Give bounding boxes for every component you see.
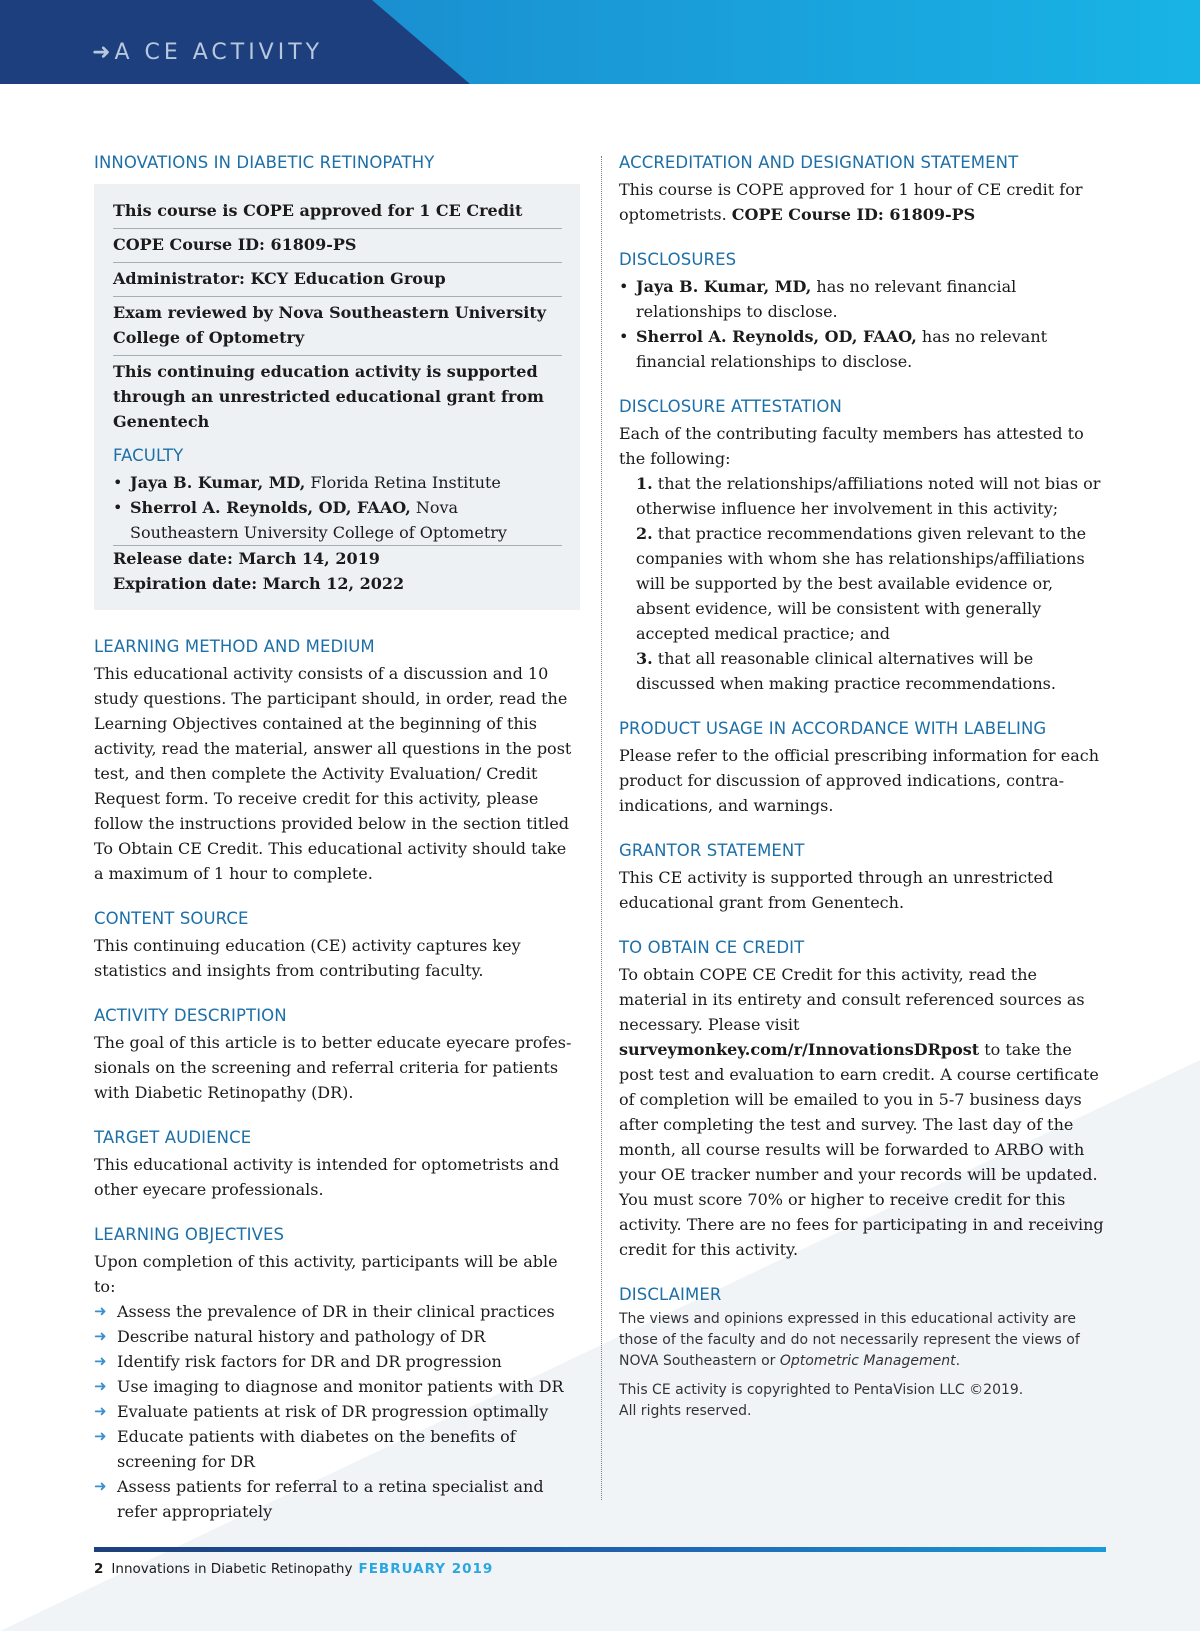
target-audience-section: [94, 1127, 580, 1202]
cope-course-id: COPE Course ID: 61809-PS: [113, 229, 562, 263]
expiration-date: Expiration date: March 12, 2022: [113, 574, 405, 593]
section-heading: DISCLAIMER: [619, 1285, 722, 1304]
list-item: ➜ Identify risk factors for DR and DR progression: [94, 1349, 580, 1374]
course-title: INNOVATIONS IN DIABETIC RETINOPATHY: [94, 153, 435, 172]
list-item: ➜ Describe natural history and pathology of DR: [94, 1324, 580, 1349]
disclosures-list: [619, 274, 1109, 374]
disclosures-section: [619, 249, 1109, 374]
attestation-intro: Each of the contributing faculty members has attested to the following:: [619, 424, 1084, 468]
copyright-text: This CE activity is copyrighted to PentaVision LLC ©2019. All rights reserved.: [619, 1382, 1024, 1419]
disclaimer-text: The views and opinions expressed in this educational activity are those of the faculty and do not necessarily represent the views of NOVA Southeastern or Optometric Management.: [619, 1311, 1080, 1369]
list-item: ➜ Use imaging to diagnose and monitor patients with DR: [94, 1374, 580, 1399]
grant-support: This continuing education activity is supported through an unrestricted educational grant from Genentech: [113, 362, 544, 431]
attestation-list: [619, 471, 1109, 696]
faculty-list: [113, 470, 562, 546]
list-item: 3. that all reasonable clinical alternatives will be discussed when making practice recommendations.: [636, 649, 1056, 693]
administrator: Administrator: KCY Education Group: [113, 263, 562, 297]
arrow-bullet-icon: ➜: [94, 1352, 107, 1370]
objectives-intro: Upon completion of this activity, participants will be able to:: [94, 1252, 558, 1296]
list-item: ➜ Assess patients for referral to a retina specialist and refer appropriately: [94, 1474, 580, 1524]
section-text: This educational activity is intended for optometrists and other eyecare professionals.: [94, 1155, 560, 1199]
attestation-section: [619, 396, 1109, 696]
section-text: The goal of this article is to better educate eyecare profes-sionals on the screening and referral criteria for patients with Diabetic Retinopathy (DR).: [94, 1033, 572, 1102]
section-heading: ACTIVITY DESCRIPTION: [94, 1006, 287, 1025]
faculty-heading: FACULTY: [113, 446, 184, 465]
obtain-credit-section: [619, 937, 1109, 1262]
list-item: • Sherrol A. Reynolds, OD, FAAO, has no relevant financial relationships to disclose.: [619, 324, 1109, 374]
learning-method-section: [94, 636, 580, 886]
section-text: Please refer to the official prescribing information for each product for discussion of approved indications, contra-indications, and warnings.: [619, 746, 1100, 815]
product-usage-section: [619, 718, 1109, 818]
section-heading: ACCREDITATION AND DESIGNATION STATEMENT: [619, 153, 1019, 172]
arrow-bullet-icon: ➜: [94, 1302, 107, 1320]
section-heading: DISCLOSURE ATTESTATION: [619, 397, 842, 416]
section-text: To obtain COPE CE Credit for this activity, read the material in its entirety and consult referenced sources as necessary. Please visit surveymonkey.com/r/InnovationsDRpost to take the post test and evaluation to earn credit. A course certificate of completion will be emailed to you in 5-7 business days after completing the test and survey. The last day of the month, all course results will be forwarded to ARBO with your OE tracker number and your records will be updated. You must score 70% or higher to receive credit for this activity. There are no fees for participating in and receiving credit for this activity.: [619, 965, 1104, 1259]
section-heading: LEARNING OBJECTIVES: [94, 1225, 285, 1244]
activity-description-section: [94, 1005, 580, 1105]
faculty-item: • Jaya B. Kumar, MD, Florida Retina Institute: [113, 470, 562, 495]
section-heading: GRANTOR STATEMENT: [619, 841, 805, 860]
right-arrow-icon: ➜: [92, 40, 111, 65]
section-heading: PRODUCT USAGE IN ACCORDANCE WITH LABELING: [619, 719, 1047, 738]
arrow-bullet-icon: ➜: [94, 1427, 107, 1445]
bullet-icon: •: [113, 473, 123, 492]
learning-objectives-section: [94, 1224, 580, 1524]
column-divider: [601, 156, 602, 1500]
list-item: ➜ Educate patients with diabetes on the benefits of screening for DR: [94, 1424, 580, 1474]
faculty-item: • Sherrol A. Reynolds, OD, FAAO, Nova Southeastern University College of Optometry: [113, 495, 562, 545]
section-text: This CE activity is supported through an unrestricted educational grant from Genentech.: [619, 868, 1054, 912]
arrow-bullet-icon: ➜: [94, 1477, 107, 1495]
issue-date: FEBRUARY 2019: [358, 1561, 494, 1577]
survey-link[interactable]: surveymonkey.com/r/InnovationsDRpost: [619, 1040, 980, 1059]
list-item: 2. that practice recommendations given relevant to the companies with whom she has relationships/affiliations will be supported by the best available evidence or, absent evidence, will be consistent with generally accepted medical practice; and: [636, 524, 1087, 643]
section-heading: CONTENT SOURCE: [94, 909, 249, 928]
list-item: ➜ Evaluate patients at risk of DR progression optimally: [94, 1399, 580, 1424]
list-item: ➜ Assess the prevalence of DR in their clinical practices: [94, 1299, 580, 1324]
page-number: 2: [94, 1561, 104, 1577]
cope-approval: This course is COPE approved for 1 CE Credit: [113, 198, 562, 229]
section-heading: DISCLOSURES: [619, 250, 737, 269]
right-column: [619, 152, 1109, 1444]
list-item: • Jaya B. Kumar, MD, has no relevant financial relationships to disclose.: [619, 274, 1109, 324]
objectives-list: [94, 1299, 580, 1524]
arrow-bullet-icon: ➜: [94, 1377, 107, 1395]
left-column: [94, 152, 580, 1546]
section-label: ➜ A CE ACTIVITY: [92, 40, 324, 65]
arrow-bullet-icon: ➜: [94, 1327, 107, 1345]
list-item: 1. that the relationships/affiliations noted will not bias or otherwise influence her involvement in this activity;: [636, 474, 1101, 518]
disclaimer-section: [619, 1284, 1109, 1422]
bullet-icon: •: [619, 277, 629, 296]
bullet-icon: •: [619, 327, 629, 346]
release-date: Release date: March 14, 2019: [113, 549, 380, 568]
content-source-section: [94, 908, 580, 983]
grantor-section: [619, 840, 1109, 915]
bullet-icon: •: [113, 498, 123, 517]
footer-rule: [94, 1547, 1106, 1552]
course-info-box: [94, 184, 580, 610]
section-heading: TO OBTAIN CE CREDIT: [619, 938, 805, 957]
page-footer: [94, 1561, 493, 1577]
exam-reviewer: Exam reviewed by Nova Southeastern University College of Optometry: [113, 297, 562, 356]
section-text: This educational activity consists of a discussion and 10 study questions. The participant should, in order, read the Learning Objectives contained at the beginning of this activity, read the material, answer all questions in the post test, and then complete the Activity Evaluation/ Credit Request form. To receive credit for this activity, please follow the instructions provided below in the section titled To Obtain CE Credit. This educational activity should take a maximum of 1 hour to complete.: [94, 664, 572, 883]
section-text: This course is COPE approved for 1 hour of CE credit for optometrists. COPE Course ID: 61809-PS: [619, 180, 1083, 224]
section-text: This continuing education (CE) activity captures key statistics and insights from contributing faculty.: [94, 936, 521, 980]
publication-name: Innovations in Diabetic Retinopathy: [111, 1561, 353, 1577]
section-heading: TARGET AUDIENCE: [94, 1128, 252, 1147]
accreditation-section: [619, 152, 1109, 227]
section-heading: LEARNING METHOD AND MEDIUM: [94, 637, 375, 656]
arrow-bullet-icon: ➜: [94, 1402, 107, 1420]
